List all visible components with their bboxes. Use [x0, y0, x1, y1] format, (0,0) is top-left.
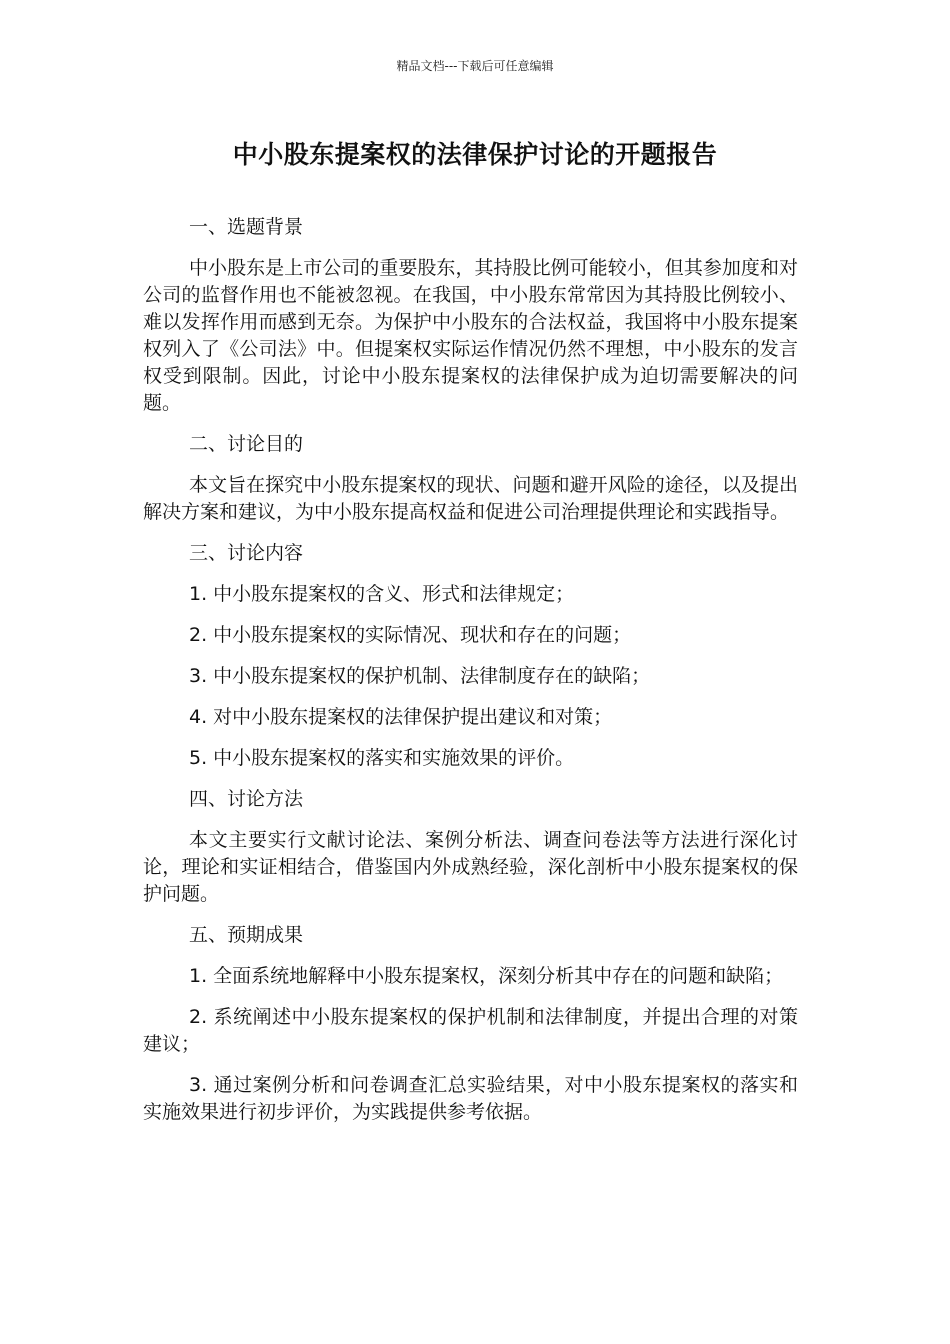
outcome-list-item: 1. 全面系统地解释中小股东提案权，深刻分析其中存在的问题和缺陷；: [189, 965, 784, 987]
section-heading-content: 三、讨论内容: [189, 542, 304, 564]
content-list-item: 1. 中小股东提案权的含义、形式和法律规定；: [189, 583, 575, 605]
page-header-note: 精品文档---下载后可任意编辑: [396, 59, 554, 73]
document-body: [143, 214, 798, 1140]
section-heading-background: 一、选题背景: [189, 216, 304, 238]
content-list-item: 3. 中小股东提案权的保护机制、法律制度存在的缺陷；: [189, 665, 651, 687]
background-paragraph: 中小股东是上市公司的重要股东，其持股比例可能较小，但其参加度和对公司的监督作用也不能被忽视。在我国，中小股东常常因为其持股比例较小、难以发挥作用而感到无奈。为保护中小股东的合法权益，我国将中小股东提案权列入了《公司法》中。但提案权实际运作情况仍然不理想，中小股东的发言权受到限制。因此，讨论中小股东提案权的法律保护成为迫切需要解决的问题。: [143, 257, 798, 414]
section-heading-method: 四、讨论方法: [189, 788, 304, 810]
section-heading-purpose: 二、讨论目的: [189, 433, 304, 455]
content-list-item: 5. 中小股东提案权的落实和实施效果的评价。: [189, 747, 575, 769]
method-paragraph: 本文主要实行文献讨论法、案例分析法、调查问卷法等方法进行深化讨论，理论和实证相结合，借鉴国内外成熟经验，深化剖析中小股东提案权的保护问题。: [143, 829, 798, 905]
content-list-item: 2. 中小股东提案权的实际情况、现状和存在的问题；: [189, 624, 632, 646]
document-title: 中小股东提案权的法律保护讨论的开题报告: [232, 140, 718, 169]
purpose-paragraph: 本文旨在探究中小股东提案权的现状、问题和避开风险的途径，以及提出解决方案和建议，为中小股东提高权益和促进公司治理提供理论和实践指导。: [143, 474, 798, 523]
content-list-item: 4. 对中小股东提案权的法律保护提出建议和对策；: [189, 706, 613, 728]
outcome-list-item: 3. 通过案例分析和问卷调查汇总实验结果，对中小股东提案权的落实和实施效果进行初步评价，为实践提供参考依据。: [143, 1074, 798, 1123]
outcome-list-item: 2. 系统阐述中小股东提案权的保护机制和法律制度，并提出合理的对策建议；: [143, 1006, 798, 1055]
section-heading-outcomes: 五、预期成果: [189, 924, 304, 946]
